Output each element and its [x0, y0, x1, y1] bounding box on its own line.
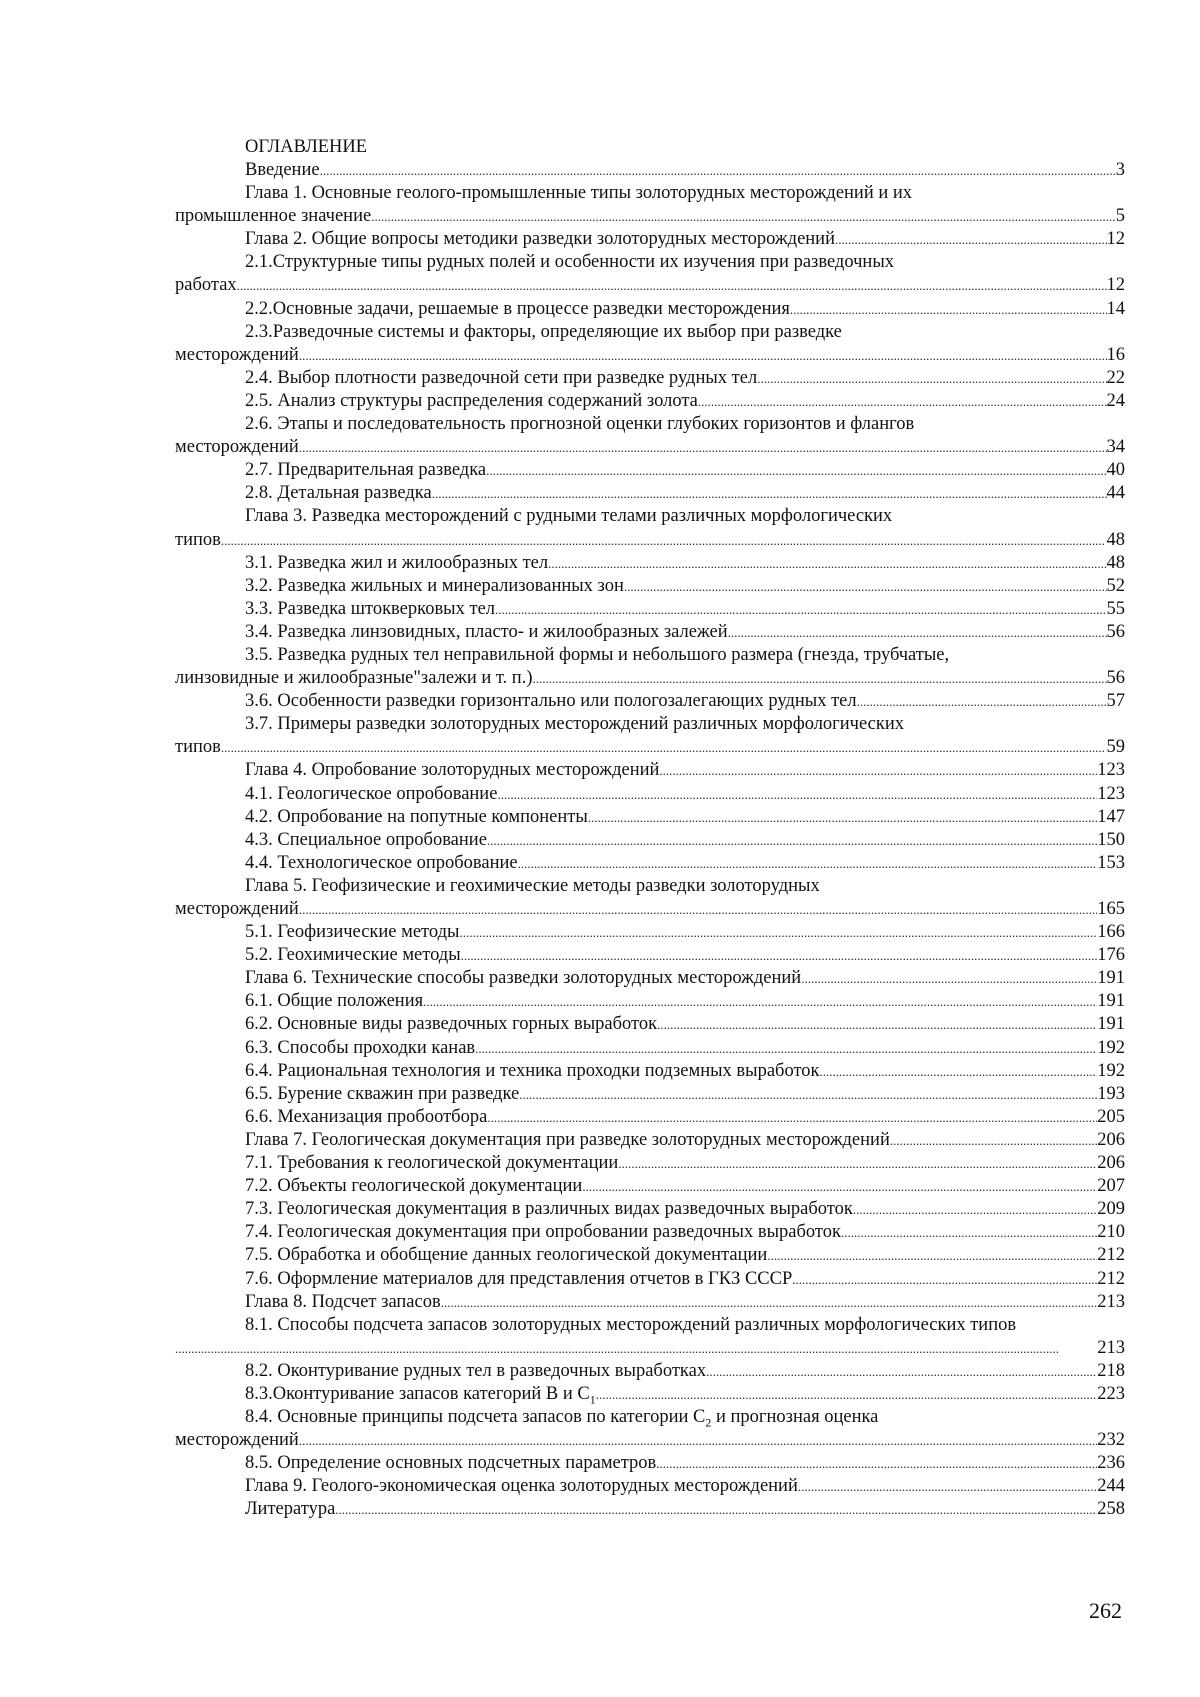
- toc-entry-line: [175, 505, 1125, 528]
- toc-entry-title: 8.2. Оконтуривание рудных тел в разведочных выработках: [245, 1360, 707, 1381]
- toc-entry-page: 123: [1097, 783, 1125, 804]
- toc-entry-page: 206: [1097, 1153, 1125, 1174]
- toc-entry-title: 2.7. Предварительная разведка: [245, 460, 487, 481]
- toc-entry: [175, 367, 1125, 390]
- toc-entry-line: [175, 367, 1125, 390]
- toc-entry: [175, 1244, 1125, 1267]
- dot-leader: [487, 829, 1097, 852]
- toc-entry-line: [175, 413, 1125, 436]
- toc-entry: [175, 1221, 1125, 1244]
- toc-entry-line: [175, 529, 1125, 552]
- toc-entry: [175, 759, 1125, 782]
- toc-entry-line: [175, 967, 1125, 990]
- toc-entry-title: Глава 5. Геофизические и геохимические методы разведки золоторудных: [245, 875, 820, 896]
- toc-entry-title: 8.4. Основные принципы подсчета запасов по категории $С_2$ и прогнозная оценка: [245, 1407, 879, 1430]
- toc-entry-line: [175, 783, 1125, 806]
- toc-entry-line: [175, 690, 1125, 713]
- toc-entry-line: [175, 1360, 1125, 1383]
- toc-entry-title: Глава 2. Общие вопросы методики разведки золоторудных месторождений: [245, 229, 835, 250]
- toc-entry-title: 4.3. Специальное опробование: [245, 829, 487, 850]
- toc-entry-line: [175, 1060, 1125, 1083]
- dot-leader: [582, 1175, 1097, 1198]
- toc-entry-page: 40: [1106, 460, 1125, 481]
- toc-entry: [175, 482, 1125, 505]
- toc-entry-page: 3: [1115, 160, 1125, 180]
- dot-leader: [475, 1037, 1097, 1060]
- toc-entry-title: 2.4. Выбор плотности разведочной сети при разведке рудных тел: [245, 367, 758, 388]
- toc-entry-line: [175, 1198, 1125, 1221]
- toc-entry-title: 7.6. Оформление материалов для представления отчетов в ГКЗ СССР: [245, 1268, 793, 1289]
- dot-leader: [495, 598, 1106, 621]
- toc-entry: [175, 829, 1125, 852]
- toc-entry-title: промышленное значение: [175, 206, 372, 227]
- toc-entry: [175, 944, 1125, 967]
- toc-entry-line: [175, 1175, 1125, 1198]
- toc-entry-page: 34: [1106, 437, 1125, 458]
- dot-leader: [820, 1060, 1098, 1083]
- toc-entry-title: 3.2. Разведка жильных и минерализованных зон: [245, 575, 624, 596]
- toc-entry: [175, 806, 1125, 829]
- dot-leader: [588, 806, 1097, 829]
- toc-entry: [175, 459, 1125, 482]
- toc-entry-title: Глава 8. Подсчет запасов: [245, 1291, 441, 1312]
- dot-leader: [801, 967, 1097, 990]
- toc-entry-page: 192: [1097, 1060, 1125, 1081]
- toc-entry-line: [175, 598, 1125, 621]
- dot-leader: [221, 736, 1107, 759]
- dot-leader: [857, 690, 1107, 713]
- toc-entry-title: Глава 3. Разведка месторождений с рудными телами различных морфологических: [245, 506, 893, 527]
- toc-entry-title: Глава 4. Опробование золоторудных месторождений: [245, 760, 660, 781]
- toc-entry-line: [175, 621, 1125, 644]
- toc-entry-page: 212: [1097, 1268, 1125, 1289]
- toc-entry: [175, 1106, 1125, 1129]
- dot-leader: [237, 274, 1107, 297]
- toc-entry-line: [175, 1037, 1125, 1060]
- toc-entry: [175, 1452, 1125, 1475]
- toc-entry: [175, 251, 1125, 297]
- toc-entry-line: [175, 1129, 1125, 1152]
- toc-entry-title: 5.2. Геохимические методы: [245, 945, 461, 966]
- toc-entry-page: 147: [1097, 806, 1125, 827]
- toc-entry: [175, 1152, 1125, 1175]
- toc-entry-line: [175, 1221, 1125, 1244]
- toc-entry-page: 59: [1106, 737, 1125, 758]
- toc-entry-line: [175, 736, 1125, 759]
- toc-entry-line: [175, 1106, 1125, 1129]
- toc-entry-line: [175, 1314, 1125, 1337]
- toc-entry-page: 165: [1097, 899, 1125, 919]
- page-number: 262: [1089, 1598, 1122, 1623]
- dot-leader: [497, 783, 1097, 806]
- toc-entry-title: 6.6. Механизация пробоотбора: [245, 1106, 488, 1127]
- dot-leader: [335, 1498, 1097, 1521]
- toc-entry-page: 22: [1106, 367, 1125, 388]
- toc-entry-title: Глава 1. Основные геолого-промышленные типы золоторудных месторождений и их: [245, 183, 913, 204]
- toc-entry-page: 56: [1106, 668, 1125, 689]
- toc-entry-line: [175, 459, 1125, 482]
- toc-entry-title: 7.4. Геологическая документация при опробовании разведочных выработок: [245, 1222, 841, 1243]
- dot-leader: [835, 228, 1107, 251]
- toc-entry: [175, 1198, 1125, 1221]
- dot-leader: [890, 1129, 1097, 1152]
- toc-entry-page: 207: [1097, 1176, 1125, 1197]
- toc-entry: [175, 552, 1125, 575]
- toc-entry-title: 2.1.Структурные типы рудных полей и особенности их изучения при разведочных: [245, 252, 894, 273]
- toc-entry-title: 4.2. Опробование на попутные компоненты: [245, 806, 588, 827]
- toc-entry-title: типов: [175, 737, 221, 758]
- dot-leader: [698, 390, 1107, 413]
- dot-leader: [659, 759, 1097, 782]
- toc-entry-title: 7.1. Требования к геологической документации: [245, 1153, 619, 1174]
- toc-entry: [175, 182, 1125, 228]
- toc-entry: [175, 1498, 1125, 1521]
- toc-entry-page: 206: [1097, 1129, 1125, 1150]
- dot-leader: [657, 1013, 1097, 1036]
- dot-leader: [596, 1383, 1098, 1406]
- toc-entry-title: 2.8. Детальная разведка: [245, 483, 432, 504]
- dot-leader: [441, 1291, 1098, 1314]
- toc-entry-line: [175, 182, 1125, 205]
- toc-entry-title: 3.4. Разведка линзовидных, пласто- и жилообразных залежей: [245, 621, 728, 642]
- dot-leader: [299, 898, 1097, 921]
- toc-entry-line: [175, 1429, 1125, 1452]
- dot-leader: [299, 344, 1107, 367]
- toc-entry: [175, 1475, 1125, 1498]
- toc-entry-line: [175, 482, 1125, 505]
- toc-entry-page: 192: [1097, 1037, 1125, 1058]
- toc-entry: [175, 690, 1125, 713]
- toc-entry-title: месторождений: [175, 1430, 299, 1451]
- toc-entry-page: 12: [1106, 275, 1125, 296]
- toc-entry-title: 3.6. Особенности разведки горизонтально или пологозалегающих рудных тел: [245, 691, 857, 712]
- toc-entry-line: [175, 205, 1125, 228]
- toc-entry-title: Глава 6. Технические способы разведки золоторудных месторождений: [245, 968, 802, 989]
- toc-entry-line: [175, 436, 1125, 459]
- toc-entry: [175, 575, 1125, 598]
- toc-entry-page: 223: [1097, 1383, 1125, 1404]
- dot-leader: [841, 1221, 1097, 1244]
- toc-entry-page: 232: [1097, 1430, 1125, 1451]
- toc-entry-line: [175, 552, 1125, 575]
- toc-entry-page: 209: [1097, 1199, 1125, 1220]
- dot-leader: [461, 944, 1098, 967]
- toc-entry-page: 55: [1106, 598, 1125, 619]
- dot-leader: [757, 367, 1106, 390]
- toc-entry: [175, 298, 1125, 321]
- toc-entry-line: [175, 759, 1125, 782]
- dot-leader: [486, 459, 1106, 482]
- dot-leader: [432, 482, 1107, 505]
- toc-entry-page: 176: [1097, 945, 1125, 966]
- toc-entry-line: [175, 1268, 1125, 1291]
- dot-leader: [423, 990, 1097, 1013]
- toc-entry-title: 6.1. Общие положения: [245, 991, 424, 1012]
- toc-entry-line: [175, 1152, 1125, 1175]
- toc-entry-title: Глава 9. Геолого-экономическая оценка золоторудных месторождений: [245, 1476, 798, 1497]
- toc-entry: [175, 1268, 1125, 1291]
- toc-entry-line: [175, 344, 1125, 367]
- dot-leader: [790, 298, 1107, 321]
- toc-entry-page: 44: [1106, 483, 1125, 504]
- toc-entry-line: [175, 159, 1125, 182]
- toc-entry-line: [175, 898, 1125, 921]
- toc-entry: [175, 875, 1125, 921]
- toc-entry-title: 5.1. Геофизические методы: [245, 922, 460, 943]
- toc-entry-title: 7.5. Обработка и обобщение данных геологической документации: [245, 1245, 768, 1266]
- toc-entry-title: 8.5. Определение основных подсчетных параметров: [245, 1453, 657, 1474]
- toc-entry: [175, 321, 1125, 367]
- dot-leader: [618, 1152, 1097, 1175]
- dot-leader: [221, 529, 1107, 552]
- toc-entry: [175, 1291, 1125, 1314]
- toc-entry-page: 12: [1106, 229, 1125, 250]
- dot-leader: [728, 621, 1107, 644]
- toc-entry: [175, 1083, 1125, 1106]
- toc-entry-page: 191: [1097, 1014, 1125, 1035]
- toc-entry: [175, 1060, 1125, 1083]
- toc-entry-title: 8.3.Оконтуривание запасов категорий В и $С_1$: [245, 1383, 596, 1407]
- toc-entry-title: Введение: [245, 160, 320, 180]
- toc-entry: [175, 713, 1125, 759]
- toc-entry-page: 57: [1106, 691, 1125, 712]
- toc-heading: ОГЛАВЛЕНИЕ: [245, 137, 368, 157]
- toc-entry-line: [175, 1013, 1125, 1036]
- toc-entry-title: Глава 7. Геологическая документация при разведке золоторудных месторождений: [245, 1129, 890, 1150]
- toc-entry-title: 6.5. Бурение скважин при разведке: [245, 1083, 520, 1104]
- toc-entry-line: [175, 390, 1125, 413]
- toc-entry-page: 14: [1106, 298, 1125, 319]
- toc-entry-line: [175, 321, 1125, 344]
- toc-entry-title: 7.2. Объекты геологической документации: [245, 1176, 583, 1197]
- toc-entry-page: 236: [1097, 1453, 1125, 1474]
- toc-entry-line: [175, 251, 1125, 274]
- toc-entry-line: [175, 1083, 1125, 1106]
- toc-entry-line: [175, 875, 1125, 898]
- toc-entry-title: работах: [175, 275, 237, 296]
- dot-leader: [624, 575, 1107, 598]
- toc-entry-line: [175, 274, 1125, 297]
- toc-entry: [175, 1175, 1125, 1198]
- dot-leader: [767, 1244, 1097, 1267]
- toc-entry-title: 2.2.Основные задачи, решаемые в процессе разведки месторождения: [245, 298, 790, 319]
- toc-entry-title: 3.7. Примеры разведки золоторудных месторождений различных морфологических: [245, 714, 904, 735]
- toc-entry-line: [175, 921, 1125, 944]
- toc-entry-line: [175, 829, 1125, 852]
- toc-entry-title: 3.5. Разведка рудных тел неправильной формы и небольшого размера (гнезда, трубчатые,: [245, 644, 950, 665]
- dot-leader: [518, 852, 1098, 875]
- toc-entry-page: 48: [1106, 529, 1125, 550]
- toc-entry-page: 212: [1097, 1245, 1125, 1266]
- toc-entries: [175, 159, 1125, 1522]
- toc-entry-page: 150: [1097, 829, 1125, 850]
- toc-entry-line: [175, 806, 1125, 829]
- toc-entry-title: 4.4. Технологическое опробование: [245, 852, 518, 873]
- toc-entry-title: 6.3. Способы проходки канав: [245, 1037, 476, 1058]
- toc-entry: [175, 921, 1125, 944]
- toc-entry-title: 8.1. Способы подсчета запасов золоторудных месторождений различных морфологических типов: [245, 1314, 1017, 1335]
- toc-entry: [175, 1129, 1125, 1152]
- toc-entry-page: 153: [1097, 852, 1125, 873]
- toc-entry-line: [175, 228, 1125, 251]
- dot-leader: [320, 159, 1116, 182]
- toc-entry-page: 191: [1097, 991, 1125, 1012]
- toc-entry-page: 218: [1097, 1360, 1125, 1381]
- toc-entry-page: 24: [1106, 390, 1125, 411]
- toc-entry-line: [175, 990, 1125, 1013]
- toc-entry-line: [175, 1383, 1125, 1406]
- dot-leader: [656, 1452, 1097, 1475]
- toc-entry-title: Литература: [245, 1499, 336, 1520]
- toc-entry: [175, 390, 1125, 413]
- toc-entry: [175, 1037, 1125, 1060]
- toc-entry-page: 5: [1115, 206, 1125, 227]
- toc-entry-title: линзовидные и жилообразные"залежи и т. п.): [175, 668, 533, 689]
- dot-leader: [706, 1360, 1097, 1383]
- dot-leader: [792, 1268, 1097, 1291]
- toc-entry-line: [175, 944, 1125, 967]
- toc-entry-line: [175, 852, 1125, 875]
- toc-entry-title: 3.3. Разведка штокверковых тел: [245, 598, 496, 619]
- toc-entry: [175, 852, 1125, 875]
- toc-entry-title: месторождений: [175, 437, 299, 458]
- toc-entry-line: [175, 644, 1125, 667]
- toc-entry-page: 52: [1106, 575, 1125, 596]
- toc-entry-line: [175, 1475, 1125, 1498]
- toc-entry-title: 4.1. Геологическое опробование: [245, 783, 498, 804]
- toc-entry: [175, 967, 1125, 990]
- toc-entry-page: 48: [1106, 552, 1125, 573]
- toc-entry: [175, 644, 1125, 690]
- toc-entry: [175, 783, 1125, 806]
- dot-leader: [175, 1337, 1097, 1360]
- toc-entry-line: [175, 1337, 1125, 1360]
- toc-entry-title: 2.6. Этапы и последовательность прогнозной оценки глубоких горизонтов и флангов: [245, 414, 915, 435]
- toc-entry-title: типов: [175, 529, 221, 550]
- toc-entry-title: месторождений: [175, 344, 299, 365]
- toc-entry-title: 2.5. Анализ структуры распределения содержаний золота: [245, 390, 698, 411]
- toc-entry-page: 16: [1106, 344, 1125, 365]
- toc-entry: [175, 413, 1125, 459]
- dot-leader: [487, 1106, 1097, 1129]
- toc-entry-line: [175, 713, 1125, 736]
- toc-entry-title: 6.2. Основные виды разведочных горных выработок: [245, 1014, 658, 1035]
- toc-entry-title: 6.4. Рациональная технология и техника проходки подземных выработок: [245, 1060, 820, 1081]
- toc-entry-page: 258: [1097, 1499, 1125, 1520]
- toc-entry-line: [175, 667, 1125, 690]
- toc-entry-line: [175, 575, 1125, 598]
- dot-leader: [519, 1083, 1097, 1106]
- toc-entry-page: 210: [1097, 1222, 1125, 1243]
- toc-entry: [175, 1360, 1125, 1383]
- toc-entry-line: [175, 1452, 1125, 1475]
- toc-entry: [175, 228, 1125, 251]
- dot-leader: [853, 1198, 1097, 1221]
- toc-entry-page: 56: [1106, 621, 1125, 642]
- toc-entry-page: 193: [1097, 1083, 1125, 1104]
- toc-entry-page: 213: [1097, 1291, 1125, 1312]
- toc-entry-title: месторождений: [175, 899, 299, 919]
- dot-leader: [548, 552, 1106, 575]
- dot-leader: [371, 205, 1116, 228]
- dot-leader: [459, 921, 1097, 944]
- toc-entry: [175, 621, 1125, 644]
- toc-entry-line: [175, 1406, 1125, 1429]
- toc-entry: [175, 1314, 1125, 1360]
- toc-entry-page: 205: [1097, 1106, 1125, 1127]
- toc-entry: [175, 1383, 1125, 1406]
- toc-entry-page: 191: [1097, 968, 1125, 989]
- toc-entry: [175, 990, 1125, 1013]
- toc-entry-page: 123: [1097, 760, 1125, 781]
- toc-entry-line: [175, 1291, 1125, 1314]
- toc-entry: [175, 505, 1125, 551]
- toc-entry-title: 3.1. Разведка жил и жилообразных тел: [245, 552, 549, 573]
- toc-entry: [175, 1013, 1125, 1036]
- toc-entry-page: 213: [1097, 1337, 1125, 1358]
- dot-leader: [533, 667, 1107, 690]
- table-of-contents: [175, 136, 1125, 1522]
- dot-leader: [299, 1429, 1097, 1452]
- toc-entry-title: 2.3.Разведочные системы и факторы, определяющие их выбор при разведке: [245, 321, 842, 342]
- toc-entry-title: 7.3. Геологическая документация в различных видах разведочных выработок: [245, 1199, 853, 1220]
- toc-entry: [175, 1406, 1125, 1452]
- toc-entry-line: [175, 1498, 1125, 1521]
- toc-entry-line: [175, 1244, 1125, 1267]
- toc-entry: [175, 159, 1125, 182]
- toc-entry-page: 166: [1097, 922, 1125, 943]
- dot-leader: [299, 436, 1107, 459]
- toc-entry-line: [175, 298, 1125, 321]
- toc-entry-page: 244: [1097, 1476, 1125, 1497]
- toc-entry: [175, 598, 1125, 621]
- dot-leader: [798, 1475, 1097, 1498]
